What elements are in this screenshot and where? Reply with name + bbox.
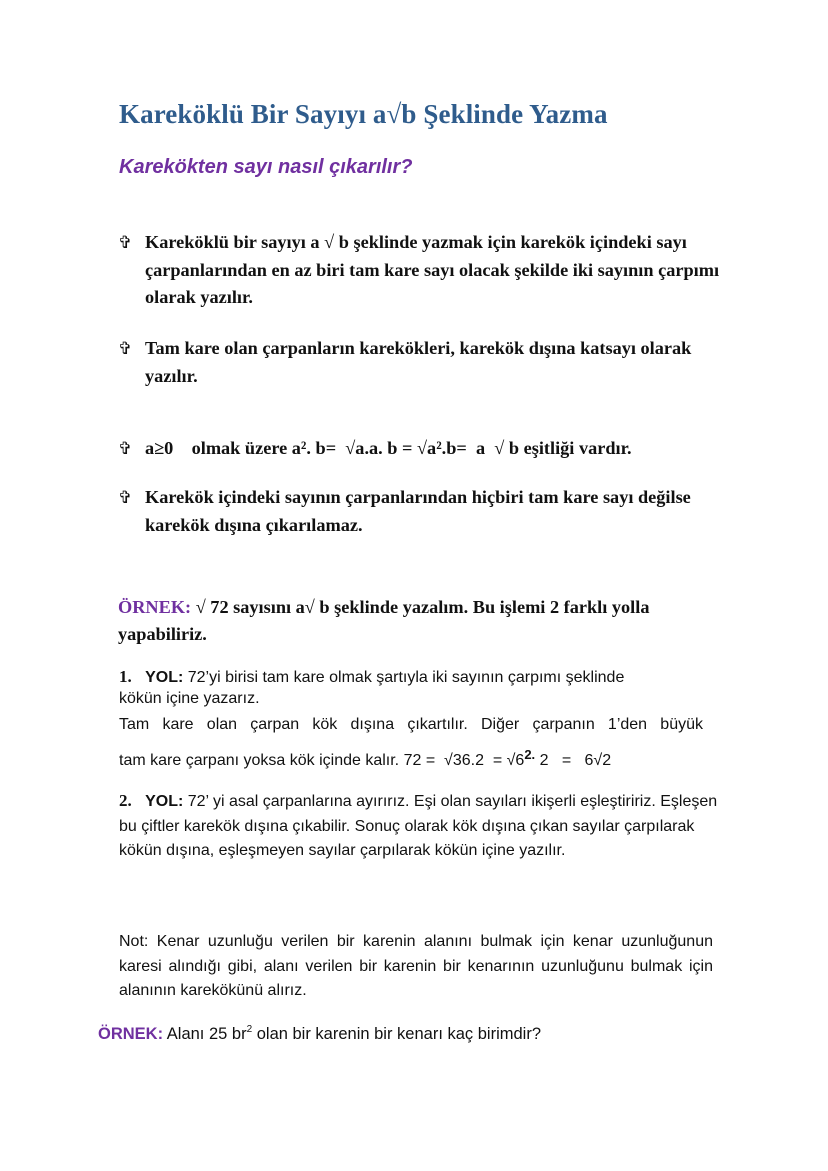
rule-item-1 [118,229,738,312]
method-label: YOL: [145,793,184,810]
example-2 [98,1025,541,1044]
method-1-line-4 [119,747,612,770]
example-exponent: 2 [246,1024,253,1035]
method-text: 72’ yi asal çarpanlarına ayırırız. Eşi olan sayıları ikişerli eşleştiririz. Eşleşen bu çiftler karekök dışına çıkabilir. Sonuç olarak kök dışına çıkan sayılar çarpılarak kökün dışına, eşleşmeyen sayılar çarpılarak kökün içine yazılır. [119,793,718,859]
method-number: 2. [119,791,132,810]
method-2 [119,789,729,864]
rule-item-4 [118,484,738,539]
method-1-line-1 [119,667,624,687]
method-equation-a: tam kare çarpanı yoksa kök içinde kalır. 72 = √36.2 = √6 [119,752,525,769]
latin-cross-icon: ✞ [118,488,133,507]
latin-cross-icon: ✞ [118,339,133,358]
rule-text: Tam kare olan çarpanların karekökleri, karekök dışına katsayı olarak yazılır. [145,338,692,386]
rule-text: Kareköklü bir sayıyı a √ b şeklinde yazmak için karekök içindeki sayı çarpanlarından en az biri tam kare sayı olacak şekilde iki sayının çarpımı olarak yazılır. [145,232,720,307]
rule-item-3 [118,435,738,463]
method-1-line-3: Tam kare olan çarpan kök dışına çıkartılır. Diğer çarpanın 1’den büyük [119,716,703,733]
section-subtitle: Karekökten sayı nasıl çıkarılır? [119,156,413,178]
method-equation-exponent: 2. [524,747,536,762]
latin-cross-icon: ✞ [118,439,133,458]
rule-text: a≥0 olmak üzere a². b= √a.a. b = √a².b= a √ b eşitliği vardır. [145,438,632,458]
rule-text: Karekök içindeki sayının çarpanlarından hiçbiri tam kare sayı değilse karekök dışına çıkarılamaz. [145,487,691,535]
method-equation-b: 2 = 6√2 [535,752,612,769]
rule-item-2 [118,335,738,390]
page-title: Kareköklü Bir Sayıyı a√b Şeklinde Yazma [119,99,608,129]
method-1-line-2: kökün içine yazarız. [119,690,260,707]
note-paragraph: Not: Kenar uzunluğu verilen bir karenin alanını bulmak için kenar uzunluğunun karesi alındığı gibi, alanı verilen bir karenin bir kenarının uzunluğunu bulmak için alanının karekökünü alırız. [119,933,713,999]
example-label: ÖRNEK: [98,1025,164,1043]
latin-cross-icon: ✞ [118,233,133,252]
method-text: 72’yi birisi tam kare olmak şartıyla iki sayının çarpımı şeklinde [183,669,625,686]
example-text-b: olan bir karenin bir kenarı kaç birimdir? [252,1025,542,1043]
example-label: ÖRNEK: [118,597,192,617]
method-label: YOL: [145,669,184,686]
example-text: √ 72 sayısını a√ b şeklinde yazalım. Bu işlemi 2 farklı yolla yapabiliriz. [118,597,650,644]
example-1 [118,594,728,648]
example-text-a: Alanı 25 br [163,1025,247,1043]
method-number: 1. [119,667,132,686]
